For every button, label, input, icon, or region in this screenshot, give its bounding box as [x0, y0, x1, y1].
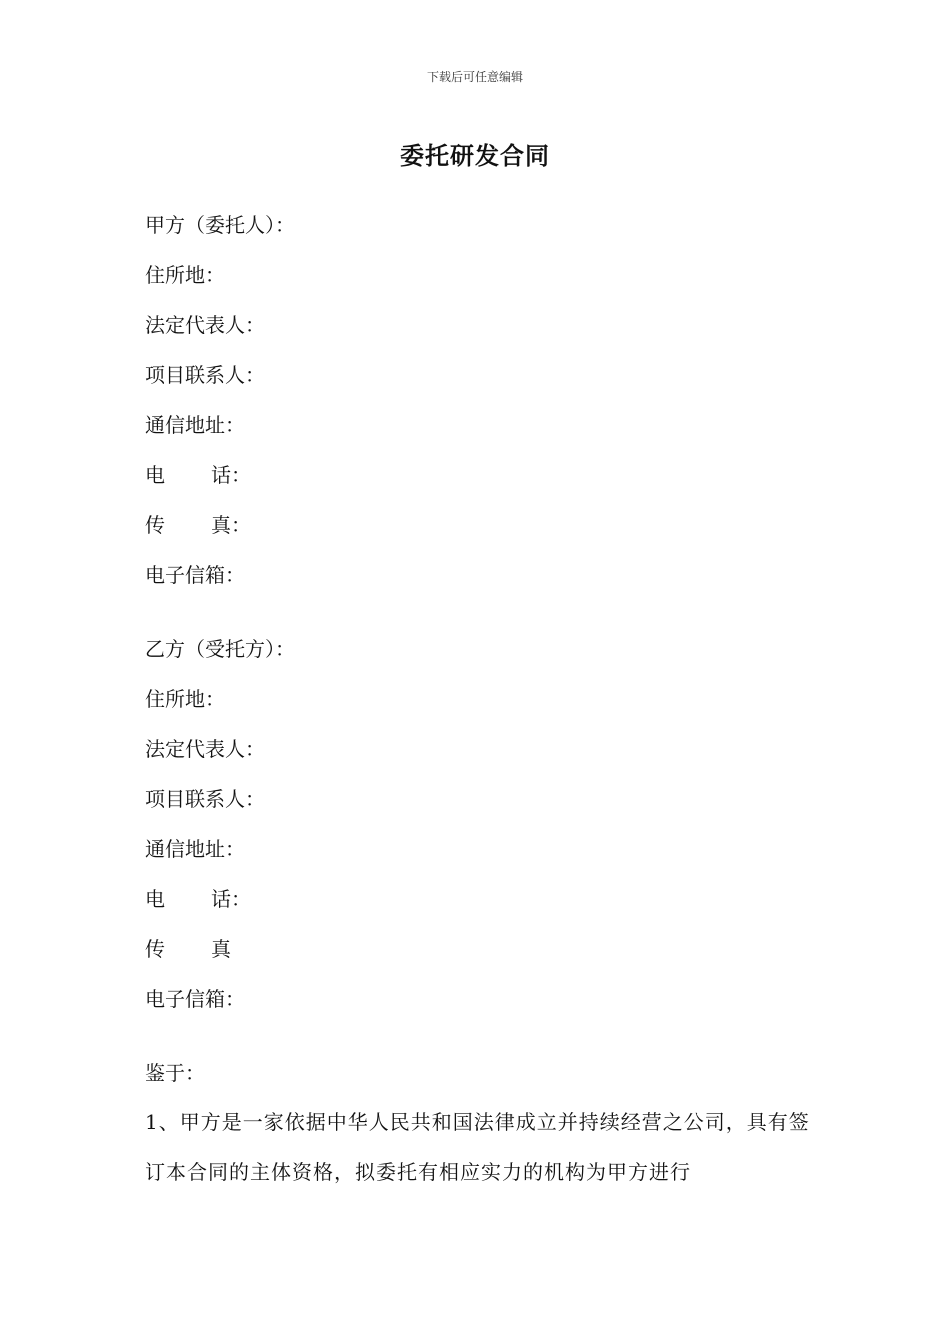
- party-a-phone-label: [145, 461, 251, 489]
- party-a-phone-char-2: 话：: [211, 463, 251, 487]
- party-a-address-label: 住所地：: [145, 263, 225, 287]
- contract-title: 委托研发合同: [400, 142, 550, 170]
- party-b-phone-char-2: 话：: [211, 887, 251, 911]
- party-b-heading: 乙方（受托方）：: [145, 637, 295, 661]
- header-note: 下载后可任意编辑: [426, 70, 523, 84]
- party-b-fax-char-2: 真: [211, 937, 231, 961]
- party-b-mail-address-label: 通信地址：: [145, 837, 245, 861]
- whereas-clause-1: 1、甲方是一家依据中华人民共和国法律成立并持续经营之公司，具有签订本合同的主体资格，拟委托有相应实力的机构为甲方进行: [145, 1110, 810, 1184]
- party-b-fax-char-1: 传: [145, 937, 165, 961]
- party-a-email-label: 电子信箱：: [145, 563, 245, 587]
- party-b-address-label: 住所地：: [145, 687, 225, 711]
- party-a-fax-char-2: 真：: [211, 513, 251, 537]
- party-a-fax-char-1: 传: [145, 513, 165, 537]
- party-b-legal-rep-label: 法定代表人：: [145, 737, 265, 761]
- party-a-mail-address-label: 通信地址：: [145, 413, 245, 437]
- party-a-heading: 甲方（委托人）：: [145, 213, 295, 237]
- party-a-fax-label: [145, 511, 251, 539]
- party-a-contact-label: 项目联系人：: [145, 363, 265, 387]
- party-a-legal-rep-label: 法定代表人：: [145, 313, 265, 337]
- party-b-contact-label: 项目联系人：: [145, 787, 265, 811]
- party-a-phone-char-1: 电: [145, 463, 165, 487]
- whereas-heading: 鉴于：: [145, 1061, 205, 1085]
- party-b-phone-label: [145, 885, 251, 913]
- party-b-phone-char-1: 电: [145, 887, 165, 911]
- party-b-email-label: 电子信箱：: [145, 987, 245, 1011]
- party-b-fax-label: [145, 935, 231, 963]
